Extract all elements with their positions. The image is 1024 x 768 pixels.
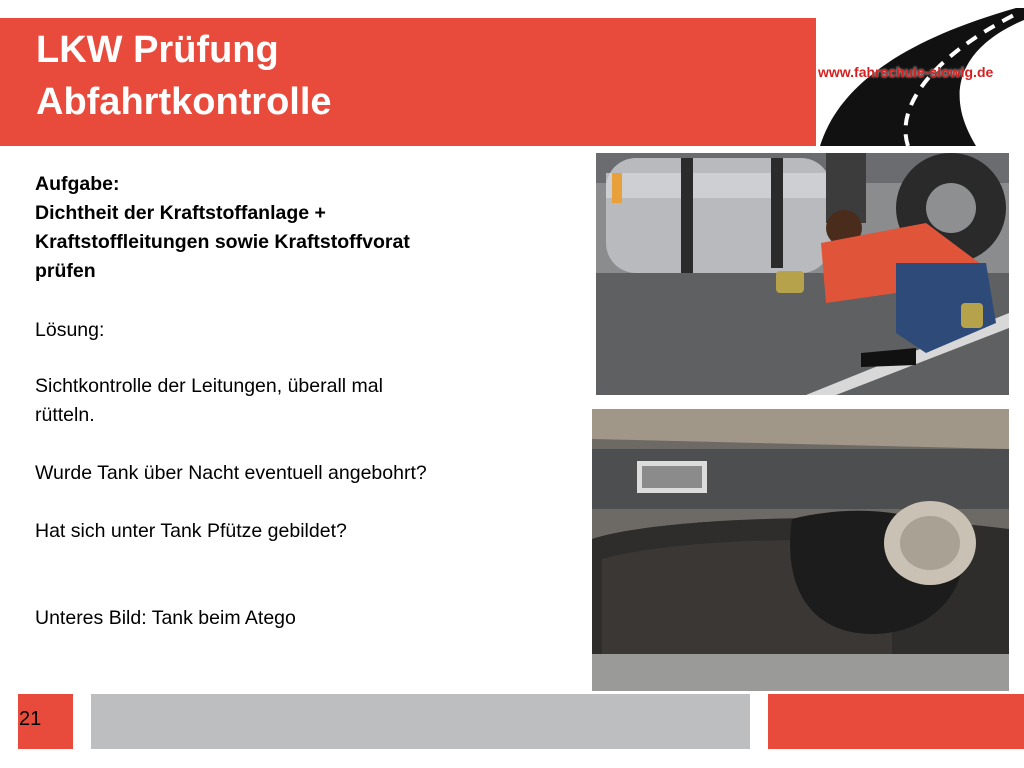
page-number: 21	[19, 708, 42, 730]
question-text: Hat sich unter Tank Pfütze gebildet?	[35, 520, 347, 542]
footer-red-bar	[768, 694, 1024, 749]
slide-title-line-1: LKW Prüfung	[36, 29, 279, 71]
image-note: Unteres Bild: Tank beim Atego	[35, 607, 296, 629]
question-text: Wurde Tank über Nacht eventuell angebohrt?	[35, 462, 427, 484]
photo-atego-tank	[592, 409, 1009, 691]
solution-line: rütteln.	[35, 404, 95, 426]
task-line: prüfen	[35, 260, 96, 282]
solution-line: Sichtkontrolle der Leitungen, überall mal	[35, 375, 383, 397]
task-line: Kraftstoffleitungen sowie Kraftstoffvorat	[35, 231, 410, 253]
slide-title-line-2: Abfahrtkontrolle	[36, 81, 332, 123]
task-label: Aufgabe:	[35, 173, 120, 195]
solution-label: Lösung:	[35, 319, 105, 341]
footer-grey-bar	[91, 694, 750, 749]
logo-url: www.fahrschule-slowig.de	[818, 64, 994, 80]
task-line: Dichtheit der Kraftstoffanlage +	[35, 202, 326, 224]
photo-fuel-line-inspection	[596, 153, 1009, 395]
